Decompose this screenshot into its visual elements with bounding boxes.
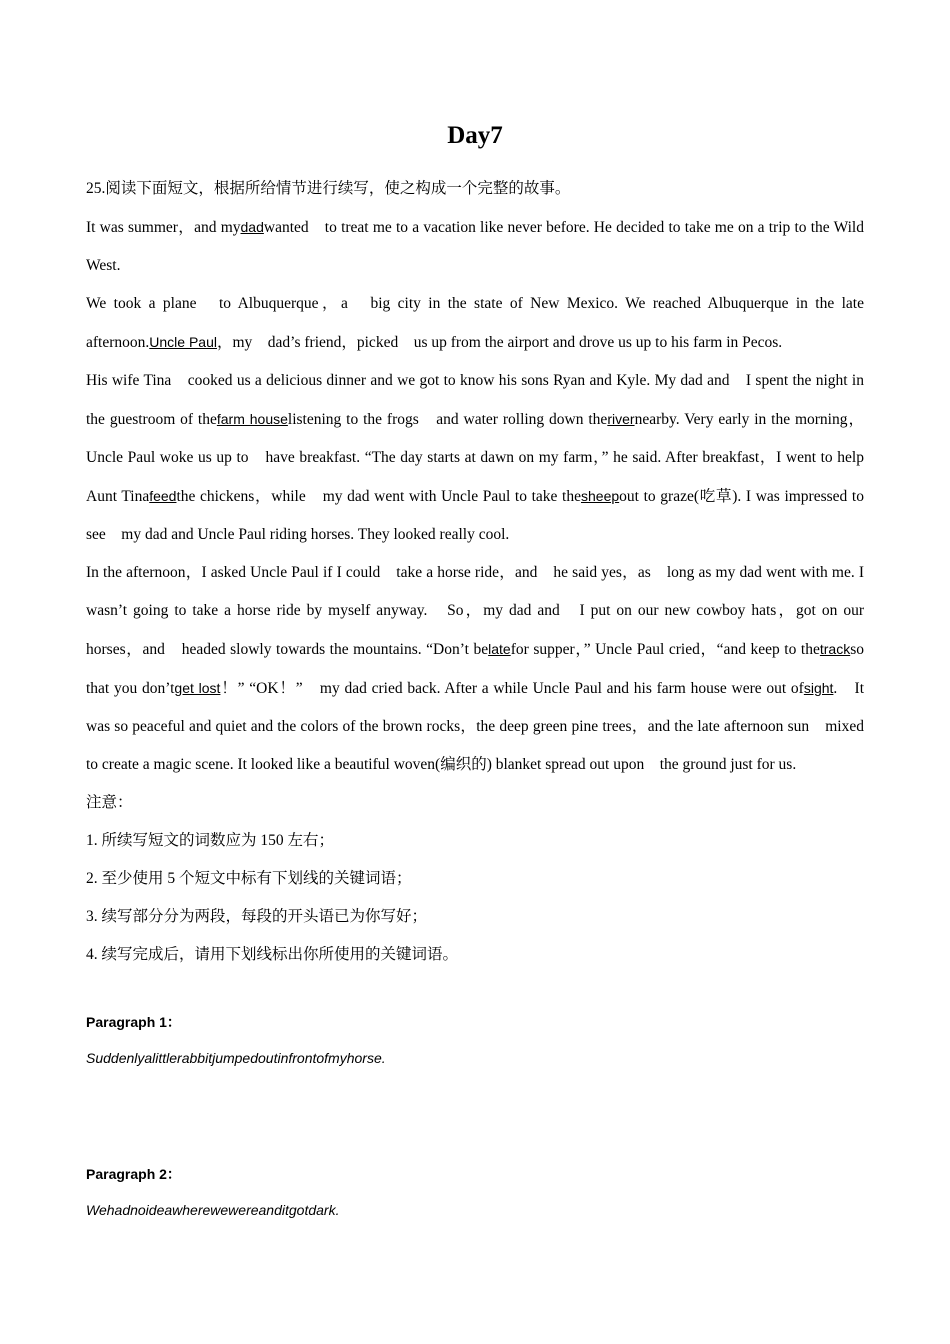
keyword-uncle-paul: Uncle Paul [149,334,217,350]
keyword-river: river [607,411,635,427]
story-paragraph-1 [86,208,864,285]
keyword-dad: dad [240,219,264,235]
story-text: wanted to treat me to a vacation like never before. He decided to take me on a trip to the Wild West. [86,219,864,274]
story-text: We took a plane to Albuquerque，a big city in the state of New Mexico. We reached Albuquerque in the late afternoon. [86,295,864,351]
note-item: 1. 所续写短文的词数应为 150 左右； [86,832,335,849]
story-text: In the afternoon，I asked Uncle Paul if I could take a horse ride，and he said yes，as long as my dad went with me. I wasn’t going to take a horse ride by myself anyway. So，my dad and I put on our new cowboy hats，got on our horses，and headed slowly towards the mountains. “Don’t be [86,564,864,658]
keyword-track: track [819,641,851,657]
page-title: Day7 [447,122,503,149]
story-paragraph-3 [86,362,864,554]
story-text: for supper，” Uncle Paul cried，“and keep to the [510,641,820,658]
story-text: His wife Tina cooked us a delicious dinner and we got to know his sons Ryan and Kyle. My dad and I spent the night in the guestroom of the [86,372,864,428]
notes-heading: 注意： [86,794,133,811]
question-prompt: 25.阅读下面短文，根据所给情节进行续写，使之构成一个完整的故事。 [86,180,571,197]
keyword-feed: feed [149,488,177,504]
paragraph-2-label: Paragraph 2： [86,1166,181,1182]
story-text: It was summer，and my [86,219,241,236]
story-paragraph-2 [86,285,864,362]
keyword-get-lost: get lost [174,680,221,696]
note-item: 2. 至少使用 5 个短文中标有下划线的关键词语； [86,870,412,887]
story-text: out to graze(吃草). I was impressed to see my dad and Uncle Paul riding horses. They looked really cool. [86,488,864,543]
keyword-farm-house: farm house [216,411,288,427]
story-text: the chickens，while my dad went with Uncle Paul to take the [176,488,581,505]
note-item: 3. 续写部分分为两段，每段的开头语已为你写好； [86,908,428,925]
keyword-sight: sight [803,680,834,696]
story-text: listening to the frogs and water rolling down the [287,411,608,428]
document-body [86,170,864,974]
note-item: 4. 续写完成后，请用下划线标出你所使用的关键词语。 [86,946,459,963]
paragraph-1-label: Paragraph 1： [86,1014,181,1030]
paragraph-1-start: Suddenlyalittlerabbitjumpedoutinfrontofmyhorse. [86,1050,386,1066]
paragraph-2-start: Wehadnoideawherewewereanditgotdark. [86,1202,340,1218]
story-paragraph-4 [86,554,864,784]
keyword-sheep: sheep [581,488,620,504]
story-text: . It was so peaceful and quiet and the colors of the brown rocks，the deep green pine trees，and the late afternoon sun mixed to create a magic scene. It looked like a beautiful woven(编织的) blanket spread out upon the ground just for us. [86,680,865,773]
story-text: nearby. Very early in the morning，Uncle Paul woke us up to have breakfast. “The day starts at dawn on my farm，” he said. After breakfast，I went to help Aunt Tina [86,411,864,505]
story-text: ，my dad’s friend，picked us up from the airport and drove us up to his farm in Pecos. [216,334,783,351]
story-text: so that you don’t [86,641,864,697]
story-text: ！” “OK！” my dad cried back. After a while Uncle Paul and his farm house were out of [220,680,804,697]
keyword-late: late [488,641,511,657]
